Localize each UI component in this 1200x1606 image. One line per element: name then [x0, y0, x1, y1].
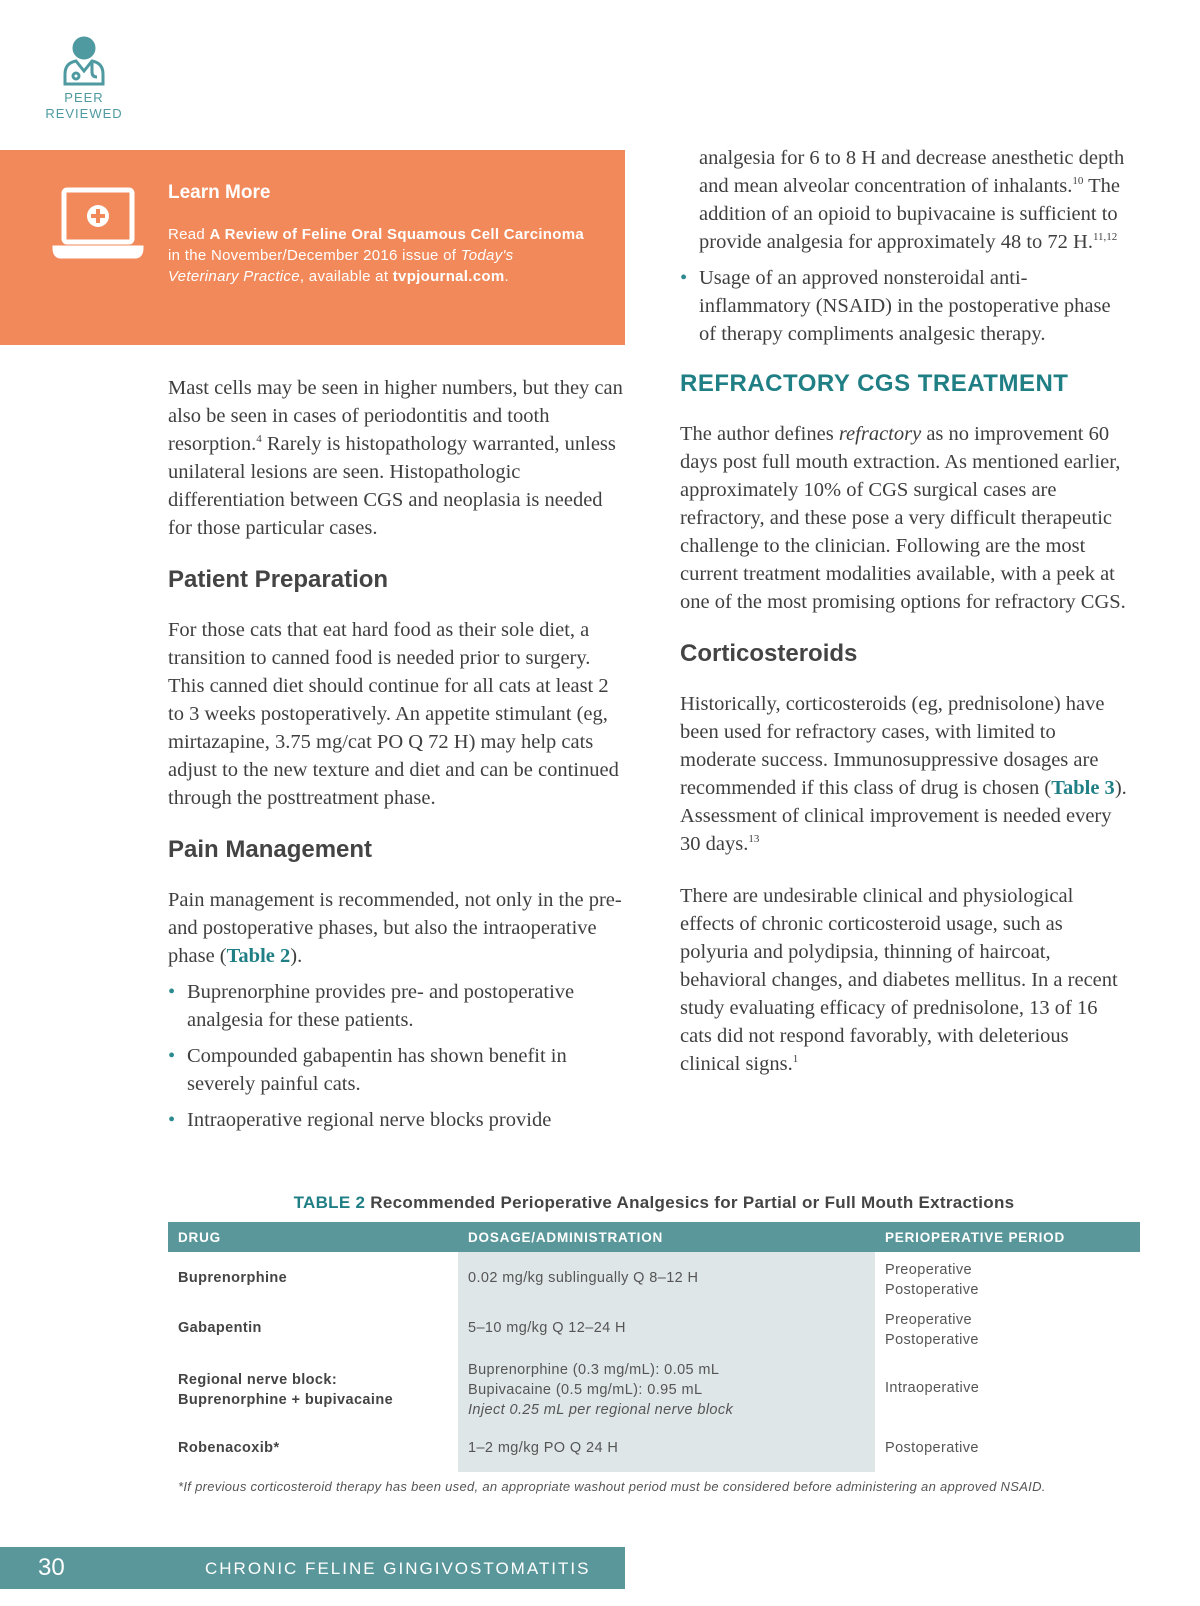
article-link[interactable]: A Review of Feline Oral Squamous Cell Carcinoma [209, 226, 585, 243]
peer-reviewed-badge [38, 34, 130, 122]
col-header-period: PERIOPERATIVE PERIOD [885, 1230, 1066, 1245]
col-header-drug: DRUG [178, 1230, 221, 1245]
table-row: Gabapentin 5–10 mg/kg Q 12–24 H Preoperative Postoperative [178, 1312, 979, 1348]
learn-more-title: Learn More [168, 182, 271, 203]
journal-url-link[interactable]: tvpjournal.com [392, 268, 505, 285]
list-item: • Buprenorphine provides pre- and postoperative analgesia for these patients. [168, 981, 575, 1031]
table-3-link[interactable]: Table 3 [1051, 777, 1115, 799]
table-row: Buprenorphine 0.02 mg/kg sublingually Q 8–12 H Preoperative Postoperative [178, 1262, 979, 1298]
table-caption: TABLE 2 Recommended Perioperative Analgesics for Partial or Full Mouth Extractions [293, 1193, 1015, 1212]
table-header-row [168, 1222, 1140, 1252]
heading-corticosteroids: Corticosteroids [680, 640, 858, 667]
heading-pain-management: Pain Management [168, 836, 373, 863]
paragraph-mast-cells: Mast cells may be seen in higher numbers, but they can also be seen in cases of periodontitis and tooth resorption.$^4$ Rarely is histopathology warranted, unless unilateral lesions are seen. Histopathologic differentiation between CGS and neoplasia is needed for those particular cases. [168, 377, 623, 539]
laptop-medical-icon [52, 184, 144, 262]
footer-title: CHRONIC FELINE GINGIVOSTOMATITIS [205, 1559, 591, 1578]
badge-line1: PEER [64, 90, 104, 105]
analgesics-table [168, 1222, 1140, 1472]
paragraph-patient-preparation: For those cats that eat hard food as their sole diet, a transition to canned food is needed prior to surgery. This canned diet should continue for all cats at least 2 to 3 weeks postoperatively. An appetite stimulant (eg, mirtazapine, 3.75 mg/cat PO Q 72 H) may help cats adjust to the new texture and diet and can be continued through the posttreatment phase. [168, 619, 619, 809]
list-item: • Usage of an approved nonsteroidal anti-inflammatory (NSAID) in the postoperative phase of therapy compliments analgesic therapy. [680, 267, 1111, 345]
table-2-link[interactable]: Table 2 [226, 945, 291, 967]
paragraph-corticosteroids: Historically, corticosteroids (eg, prednisolone) have been used for refractory cases, with limited to moderate success. Immunosuppressive dosages are recommended if this class of drug is chosen (Table 3). Assessment of clinical improvement is needed every 30 days.$^{13}$ [680, 693, 1127, 855]
list-item: • Compounded gabapentin has shown benefit in severely painful cats. [168, 1045, 567, 1095]
doctor-icon [61, 34, 107, 86]
paragraph-pain-management: Pain management is recommended, not only in the pre- and postoperative phases, but also the intraoperative phase (Table 2). [168, 889, 622, 967]
page-number: 30 [38, 1554, 65, 1581]
table-footnote: *If previous corticosteroid therapy has been used, an appropriate washout period must be considered before administering an approved NSAID. [178, 1479, 1046, 1494]
table-row: Robenacoxib* 1–2 mg/kg PO Q 24 H Postoperative [178, 1440, 979, 1456]
list-item: • Intraoperative regional nerve blocks provide [168, 1109, 552, 1131]
col-header-dosage: DOSAGE/ADMINISTRATION [468, 1230, 664, 1245]
paragraph-refractory: The author defines refractory as no improvement 60 days post full mouth extraction. As mentioned earlier, approximately 10% of CGS surgical cases are refractory, and these pose a very difficult therapeutic challenge to the clinician. Following are the most current treatment modalities available, with a peek at one of the most promising options for refractory CGS. [680, 423, 1126, 613]
learn-more-text: Read A Review of Feline Oral Squamous Cell Carcinoma in the November/December 2016 issue of Today's Veterinary Practice, available at tvpjournal.com. [168, 226, 585, 285]
heading-patient-preparation: Patient Preparation [168, 566, 389, 593]
badge-line2: REVIEWED [45, 106, 123, 121]
paragraph-side-effects: There are undesirable clinical and physiological effects of chronic corticosteroid usage, such as polyuria and polydipsia, thinning of haircoat, behavioral changes, and diabetes mellitus. In a recent study evaluating efficacy of prednisolone, 13 of 16 cats did not respond favorably, with deleterious clinical signs.$^1$ [680, 885, 1118, 1075]
table-row: Regional nerve block: Buprenorphine + bupivacaine Buprenorphine (0.3 mg/mL): 0.05 mL Bupivacaine (0.5 mg/mL): 0.95 mL Inject 0.25 mL per regional nerve block Intraoperative [178, 1362, 980, 1418]
pain-bullets [168, 978, 628, 1134]
nsaid-bullets [680, 264, 1130, 348]
heading-refractory-cgs-treatment: REFRACTORY CGS TREATMENT [680, 370, 1069, 397]
learn-more-box [0, 150, 625, 345]
left-column [168, 374, 628, 1134]
page-footer [0, 1547, 625, 1589]
bullet-continuation: analgesia for 6 to 8 H and decrease anesthetic depth and mean alveolar concentration of inhalants.$^{10}$ The addition of an opioid to bupivacaine is sufficient to provide analgesia for approximately 48 to 72 H.$^{11,12}$ [699, 147, 1125, 253]
right-column [680, 144, 1130, 1078]
